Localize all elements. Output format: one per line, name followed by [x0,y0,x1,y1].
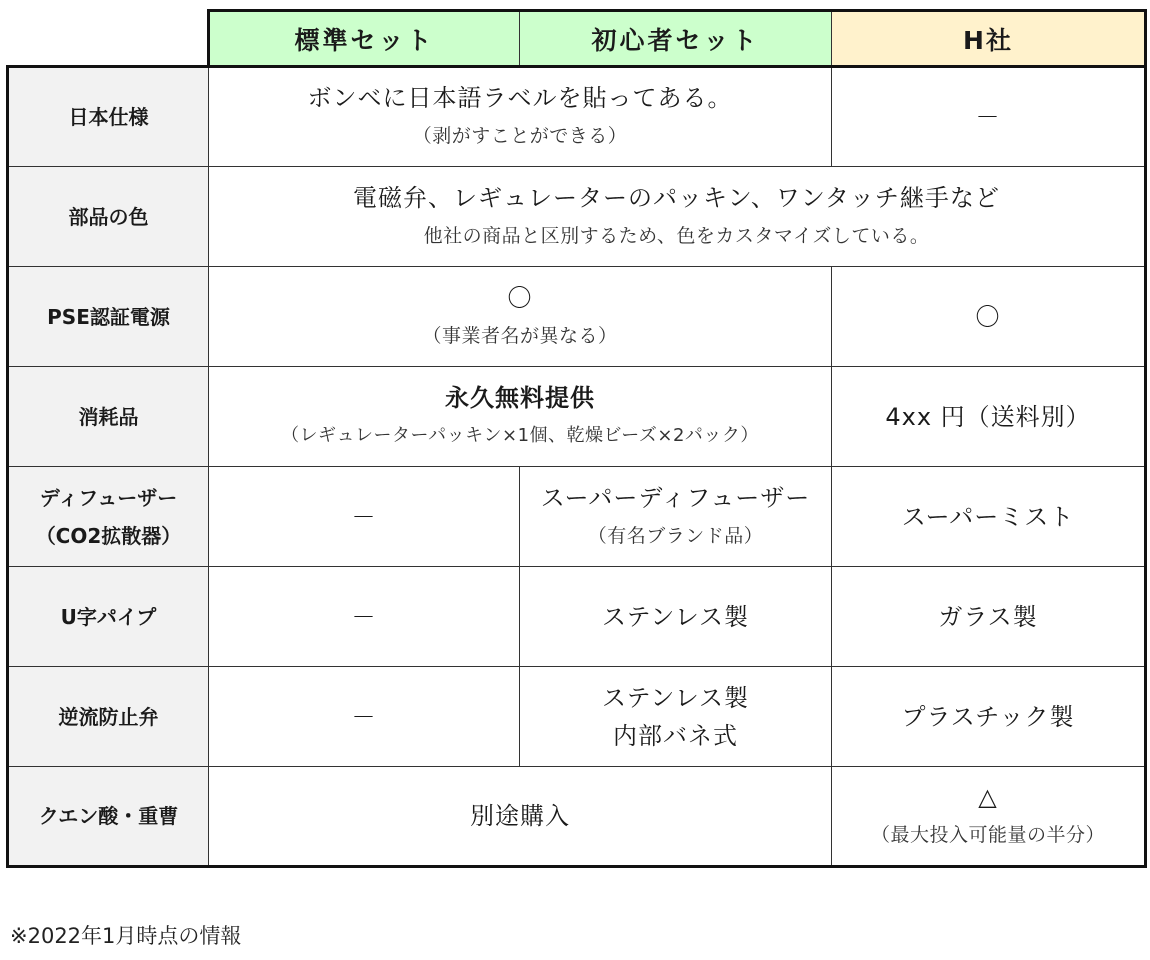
cell-beginner [520,667,832,767]
cell-h-company: － [832,67,1146,167]
table-row-part-colors [8,167,1146,267]
cell-standard: － [209,667,520,767]
cell-merged [209,267,832,367]
cell-main-text: 電磁弁、レギュレーターのパッキン、ワンタッチ継手など [353,183,1000,212]
cell-main-text: ボンベに日本語ラベルを貼ってある。 [307,84,733,112]
cell-h-company: 4xx 円（送料別） [832,367,1146,467]
row-label [8,467,209,567]
row-label-line1: ディフューザー [39,485,178,510]
cell-sub-text: （有名ブランド品） [587,524,764,547]
cell-merged [209,367,832,467]
cell-main-text: スーパーディフューザー [540,483,811,512]
header-beginner-set: 初心者セット [520,11,832,67]
cell-sub-text: （最大投入可能量の半分） [870,824,1105,846]
table-row-pse-power [8,267,1146,367]
cell-h-company: スーパーミスト [832,467,1146,567]
cell-sub-text: （剥がすことができる） [412,125,628,147]
triangle-mark: △ [978,783,998,811]
table-row-check-valve [8,667,1146,767]
row-label: PSE認証電源 [8,267,209,367]
circle-mark: 〇 [507,283,533,312]
cell-h-company: プラスチック製 [832,667,1146,767]
header-row [8,11,1146,67]
row-label: U字パイプ [8,567,209,667]
cell-standard: － [209,467,520,567]
row-label: 消耗品 [8,367,209,467]
cell-merged [209,167,1146,267]
header-h-company: H社 [832,11,1146,67]
cell-sub-text: （レギュレーターパッキン×1個、乾燥ビーズ×2パック） [281,424,759,446]
header-corner [8,11,209,67]
cell-beginner [520,467,832,567]
cell-line1: ステンレス製 [602,683,749,712]
comparison-table [6,9,1147,868]
cell-sub-text: （事業者名が異なる） [422,324,618,347]
table-row-citric-acid [8,767,1146,867]
table-row-diffuser [8,467,1146,567]
cell-h-company [832,767,1146,867]
cell-beginner: ステンレス製 [520,567,832,667]
footnote: ※2022年1月時点の情報 [10,924,242,948]
row-label: 部品の色 [8,167,209,267]
cell-main-text: 永久無料提供 [445,383,595,412]
cell-line2: 内部バネ式 [613,721,738,750]
table-row-u-pipe [8,567,1146,667]
row-label-line2: （CO2拡散器） [35,523,182,548]
cell-standard: － [209,567,520,667]
table-row-japan-spec [8,67,1146,167]
row-label: クエン酸・重曹 [8,767,209,867]
circle-mark: 〇 [832,267,1146,367]
table-row-consumables [8,367,1146,467]
cell-h-company: ガラス製 [832,567,1146,667]
header-standard-set: 標準セット [209,11,520,67]
cell-sub-text: 他社の商品と区別するため、色をカスタマイズしている。 [423,224,930,247]
row-label: 日本仕様 [8,67,209,167]
row-label: 逆流防止弁 [8,667,209,767]
cell-merged [209,67,832,167]
cell-merged: 別途購入 [209,767,832,867]
